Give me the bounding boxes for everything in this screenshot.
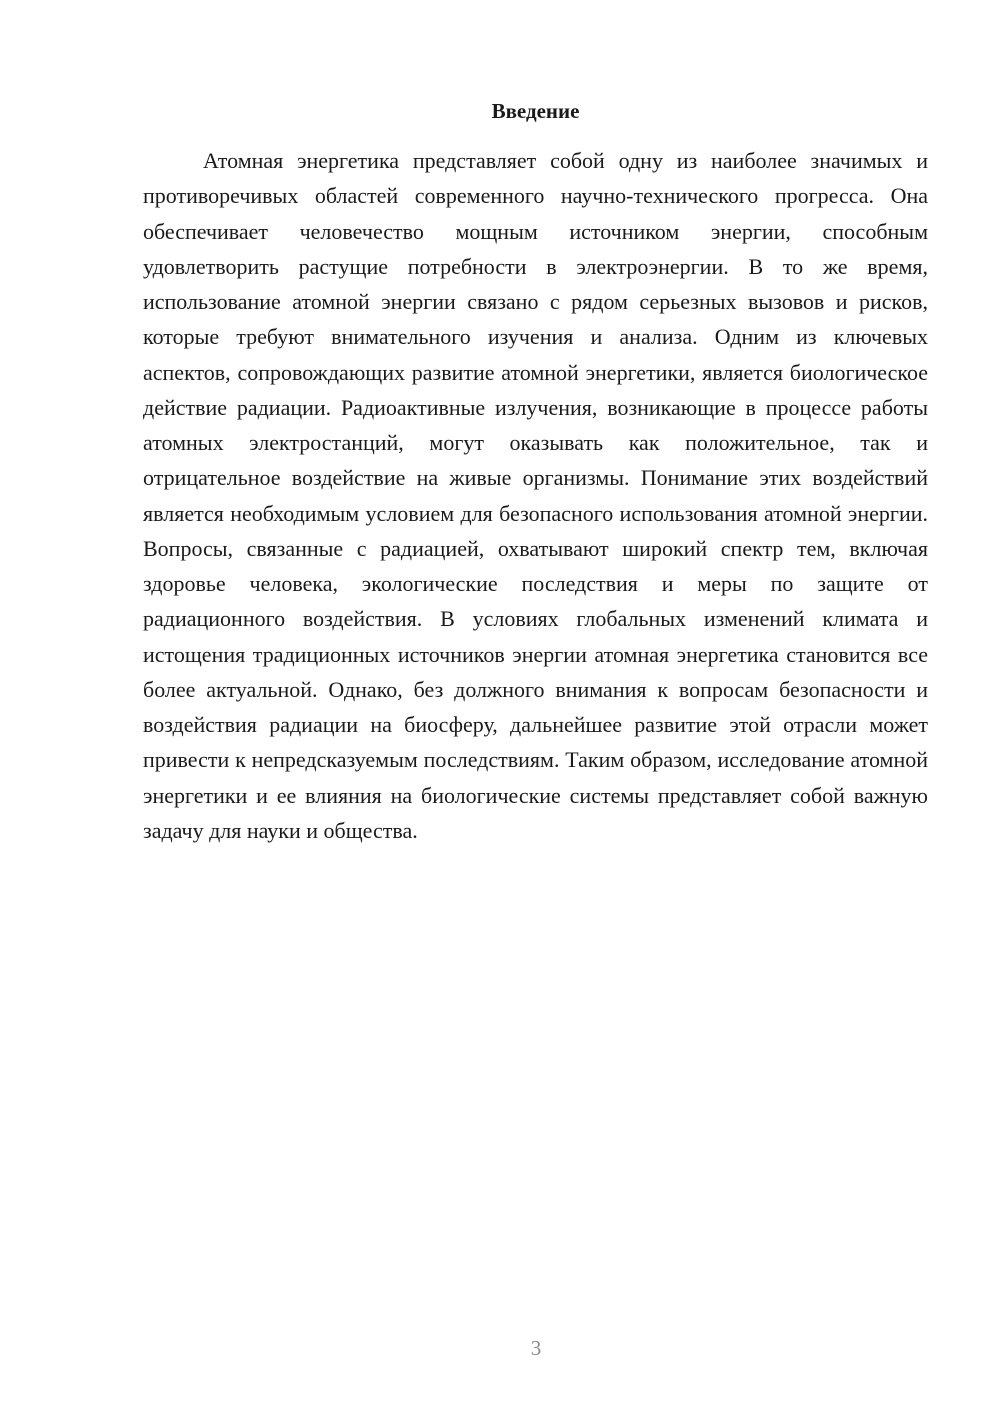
body-paragraph: Атомная энергетика представляет собой одну из наиболее значимых и противоречивых областей современного научно-технического прогресса. Она обеспечивает человечество мощным источником энергии, способным удовлетворить растущие потребности в электроэнергии. В то же время, использование атомной энергии связано с рядом серьезных вызовов и рисков, которые требуют внимательного изучения и анализа. Одним из ключевых аспектов, сопровождающих развитие атомной энергетики, является биологическое действие радиации. Радиоактивные излучения, возникающие в процессе работы атомных электростанций, могут оказывать как положительное, так и отрицательное воздействие на живые организмы. Понимание этих воздействий является необходимым условием для безопасного использования атомной энергии. Вопросы, связанные с радиацией, охватывают широкий спектр тем, включая здоровье человека, экологические последствия и меры по защите от радиационного воздействия. В условиях глобальных изменений климата и истощения традиционных источников энергии атомная энергетика становится все более актуальной. Однако, без должного внимания к вопросам безопасности и воздействия радиации на биосферу, дальнейшее развитие этой отрасли может привести к непредсказуемым последствиям. Таким образом, исследование атомной энергетики и ее влияния на биологические системы представляет собой важную задачу для науки и общества. bbox=[143, 148, 928, 843]
page-number: 3 bbox=[530, 1336, 542, 1360]
section-heading: Введение bbox=[491, 99, 580, 123]
